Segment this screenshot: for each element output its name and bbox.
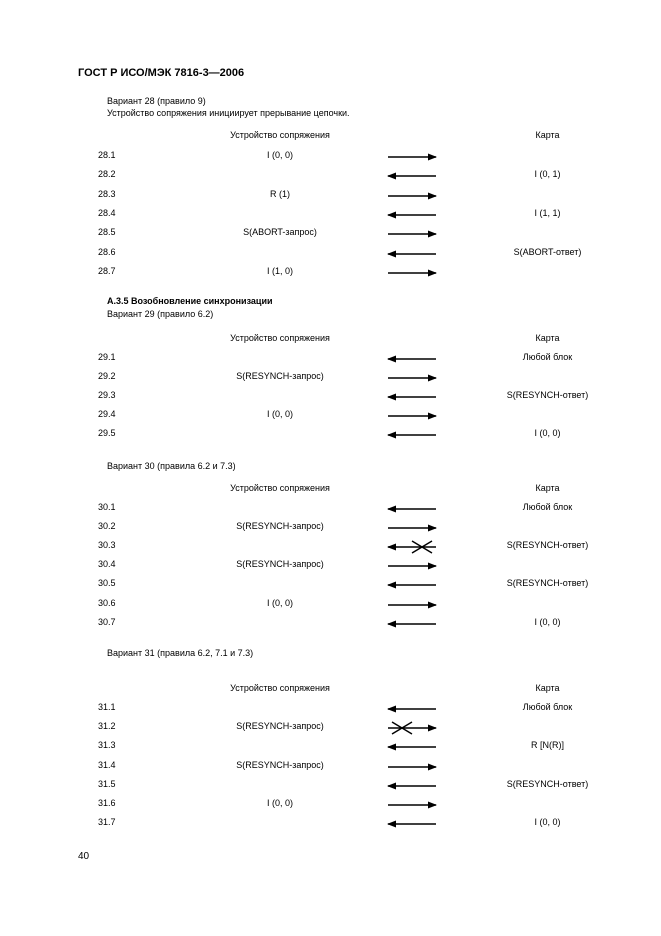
- device-message: S(RESYNCH-запрос): [236, 760, 324, 770]
- step-number: 30.1: [98, 502, 116, 512]
- arrow-right-icon: [386, 722, 438, 734]
- device-message: I (1, 0): [266, 266, 293, 276]
- device-message: S(RESYNCH-запрос): [236, 559, 324, 569]
- column-header-card: Карта: [535, 333, 560, 343]
- arrow-right-icon: [386, 599, 438, 611]
- arrow-left-icon: [386, 353, 438, 365]
- arrow-left-icon: [386, 818, 438, 830]
- step-number: 29.5: [98, 428, 116, 438]
- step-number: 31.7: [98, 817, 116, 827]
- arrow-left-icon: [386, 391, 438, 403]
- card-message: Любой блок: [522, 702, 573, 712]
- card-message: R [N(R)]: [531, 740, 564, 750]
- step-number: 29.1: [98, 352, 116, 362]
- step-number: 28.4: [98, 208, 116, 218]
- device-message: S(ABORT-запрос): [243, 227, 317, 237]
- arrow-right-icon: [386, 799, 438, 811]
- step-number: 29.4: [98, 409, 116, 419]
- column-header-card: Карта: [535, 483, 560, 493]
- arrow-left-icon: [386, 618, 438, 630]
- arrow-left-icon: [386, 248, 438, 260]
- step-number: 30.3: [98, 540, 116, 550]
- column-header-device: Устройство сопряжения: [230, 130, 330, 140]
- step-number: 29.3: [98, 390, 116, 400]
- card-message: S(RESYNCH-ответ): [506, 540, 589, 550]
- step-number: 31.5: [98, 779, 116, 789]
- step-number: 31.2: [98, 721, 116, 731]
- variant-31-title: Вариант 31 (правила 6.2, 7.1 и 7.3): [107, 648, 254, 658]
- step-number: 31.1: [98, 702, 116, 712]
- column-header-card: Карта: [535, 130, 560, 140]
- column-header-device: Устройство сопряжения: [230, 333, 330, 343]
- step-number: 28.7: [98, 266, 116, 276]
- card-message: I (0, 0): [534, 428, 561, 438]
- column-header-card: Карта: [535, 683, 560, 693]
- device-message: I (0, 0): [266, 409, 293, 419]
- arrow-left-icon: [386, 429, 438, 441]
- arrow-right-icon: [386, 151, 438, 163]
- device-message: R (1): [270, 189, 290, 199]
- card-message: I (0, 0): [534, 617, 561, 627]
- card-message: I (0, 1): [534, 169, 561, 179]
- arrow-left-icon: [386, 741, 438, 753]
- card-message: I (0, 0): [534, 817, 561, 827]
- arrow-right-icon: [386, 228, 438, 240]
- variant-30-title: Вариант 30 (правила 6.2 и 7.3): [107, 461, 236, 471]
- arrow-left-icon: [386, 780, 438, 792]
- arrow-right-icon: [386, 761, 438, 773]
- card-message: S(RESYNCH-ответ): [506, 578, 589, 588]
- step-number: 31.6: [98, 798, 116, 808]
- step-number: 30.2: [98, 521, 116, 531]
- arrow-left-icon: [386, 579, 438, 591]
- section-heading-a35: A.3.5 Возобновление синхронизации: [107, 296, 273, 306]
- card-message: S(RESYNCH-ответ): [506, 779, 589, 789]
- step-number: 28.5: [98, 227, 116, 237]
- arrow-right-icon: [386, 560, 438, 572]
- arrow-left-icon: [386, 503, 438, 515]
- card-message: Любой блок: [522, 502, 573, 512]
- step-number: 30.7: [98, 617, 116, 627]
- step-number: 28.1: [98, 150, 116, 160]
- card-message: S(RESYNCH-ответ): [506, 390, 589, 400]
- card-message: S(ABORT-ответ): [513, 247, 582, 257]
- step-number: 28.2: [98, 169, 116, 179]
- device-message: S(RESYNCH-запрос): [236, 371, 324, 381]
- variant-28-description: Устройство сопряжения инициирует прерывание цепочки.: [107, 108, 350, 118]
- device-message: I (0, 0): [266, 150, 293, 160]
- device-message: S(RESYNCH-запрос): [236, 521, 324, 531]
- arrow-right-icon: [386, 410, 438, 422]
- arrow-left-icon: [386, 703, 438, 715]
- arrow-right-icon: [386, 372, 438, 384]
- page-number: 40: [78, 851, 90, 862]
- card-message: Любой блок: [522, 352, 573, 362]
- column-header-device: Устройство сопряжения: [230, 483, 330, 493]
- arrow-left-icon: [386, 209, 438, 221]
- arrow-left-icon: [386, 541, 438, 553]
- step-number: 28.3: [98, 189, 116, 199]
- step-number: 30.6: [98, 598, 116, 608]
- step-number: 31.4: [98, 760, 116, 770]
- device-message: I (0, 0): [266, 798, 293, 808]
- column-header-device: Устройство сопряжения: [230, 683, 330, 693]
- card-message: I (1, 1): [534, 208, 561, 218]
- device-message: I (0, 0): [266, 598, 293, 608]
- step-number: 29.2: [98, 371, 116, 381]
- step-number: 30.5: [98, 578, 116, 588]
- document-header: ГОСТ Р ИСО/МЭК 7816-3—2006: [78, 67, 245, 79]
- variant-28-title: Вариант 28 (правило 9): [107, 96, 206, 106]
- device-message: S(RESYNCH-запрос): [236, 721, 324, 731]
- step-number: 28.6: [98, 247, 116, 257]
- variant-29-title: Вариант 29 (правило 6.2): [107, 309, 214, 319]
- arrow-right-icon: [386, 190, 438, 202]
- step-number: 30.4: [98, 559, 116, 569]
- step-number: 31.3: [98, 740, 116, 750]
- arrow-left-icon: [386, 170, 438, 182]
- arrow-right-icon: [386, 267, 438, 279]
- arrow-right-icon: [386, 522, 438, 534]
